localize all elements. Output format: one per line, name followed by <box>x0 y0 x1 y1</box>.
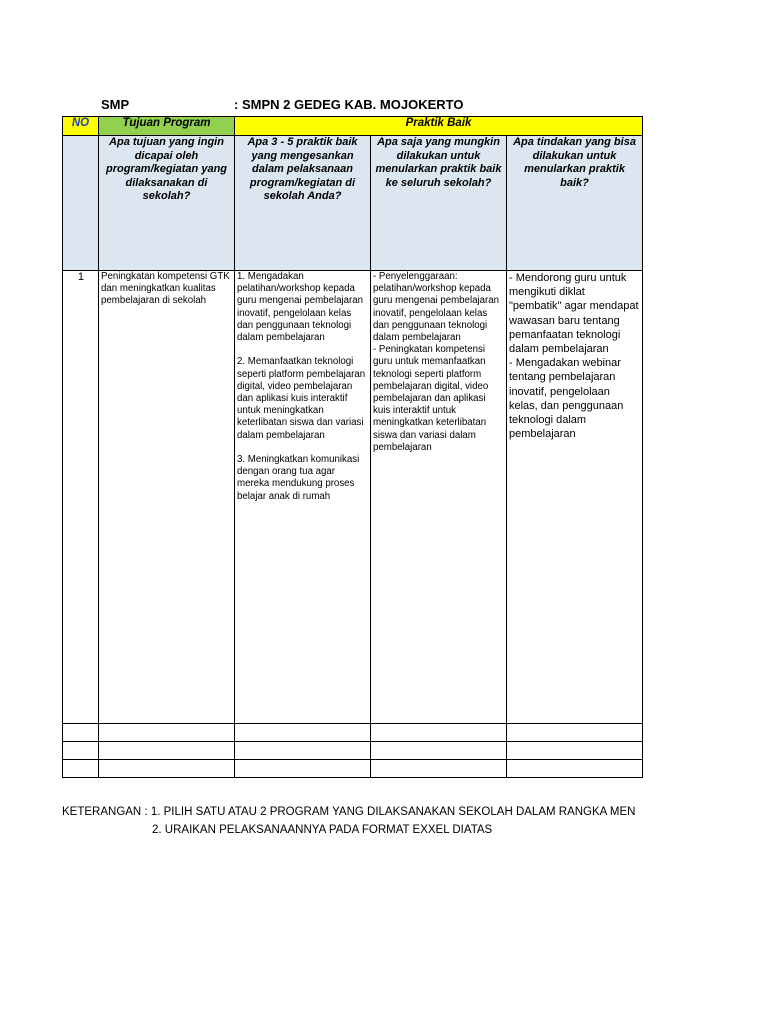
keterangan-line-2: 2. URAIKAN PELAKSANAANNYA PADA FORMAT EXXEL DIATAS <box>152 824 493 836</box>
cell-menularkan[interactable]: - Penyelenggaraan: pelatihan/workshop kepada guru mengenai pembelajaran inovatif, pengelolaan kelas dan penggunaan teknologi dalam pembelajaran - Peningkatan kompetensi guru untuk memanfaatkan teknologi seperti platform pembelajaran digital, video pembelajaran dan aplikasi kuis interaktif untuk meningkatkan keterlibatan siswa dan variasi dalam pembelajaran <box>371 271 507 724</box>
question-menularkan[interactable]: Apa saja yang mungkin dilakukan untuk menularkan praktik baik ke seluruh sekolah? <box>371 136 507 271</box>
empty-cell[interactable] <box>63 742 99 760</box>
empty-cell[interactable] <box>99 742 235 760</box>
empty-cell[interactable] <box>235 742 371 760</box>
question-tindakan[interactable]: Apa tindakan yang bisa dilakukan untuk menularkan praktik baik? <box>507 136 643 271</box>
empty-cell[interactable] <box>63 760 99 778</box>
praktik-baik-table <box>62 116 643 778</box>
empty-cell[interactable] <box>371 760 507 778</box>
empty-cell[interactable] <box>507 760 643 778</box>
empty-cell[interactable] <box>235 724 371 742</box>
table-row <box>63 271 643 724</box>
empty-cell[interactable] <box>371 742 507 760</box>
cell-praktik[interactable]: 1. Mengadakan pelatihan/workshop kepada guru mengenai pembelajaran inovatif, pengelolaan kelas dan penggunaan teknologi dalam pembelajaran 2. Memanfaatkan teknologi seperti platform pembelajaran digital, video pembelajaran dan aplikasi kuis interaktif untuk meningkatkan keterlibatan siswa dan variasi dalam pembelajaran 3. Meningkatkan komunikasi dengan orang tua agar mereka mendukung proses belajar anak di rumah <box>235 271 371 724</box>
header-praktik-baik[interactable]: Praktik Baik <box>235 117 643 136</box>
school-name: : SMPN 2 GEDEG KAB. MOJOKERTO <box>234 97 464 112</box>
empty-cell[interactable] <box>371 724 507 742</box>
school-level-label: SMP <box>101 97 130 112</box>
empty-cell[interactable] <box>63 724 99 742</box>
empty-row <box>63 742 643 760</box>
table-header-row <box>63 117 643 136</box>
question-tujuan[interactable]: Apa tujuan yang ingin dicapai oleh program/kegiatan yang dilaksanakan di sekolah? <box>99 136 235 271</box>
empty-row <box>63 724 643 742</box>
empty-cell[interactable] <box>99 724 235 742</box>
question-row <box>63 136 643 271</box>
empty-cell[interactable] <box>235 760 371 778</box>
row-number[interactable]: 1 <box>63 271 99 724</box>
question-praktik[interactable]: Apa 3 - 5 praktik baik yang mengesankan dalam pelaksanaan program/kegiatan di sekolah Anda? <box>235 136 371 271</box>
header-tujuan-program[interactable]: Tujuan Program <box>99 117 235 136</box>
empty-cell[interactable] <box>99 760 235 778</box>
header-no[interactable]: NO <box>63 117 99 136</box>
cell-tujuan[interactable]: Peningkatan kompetensi GTK dan meningkatkan kualitas pembelajaran di sekolah <box>99 271 235 724</box>
question-no-cell[interactable] <box>63 136 99 271</box>
empty-cell[interactable] <box>507 724 643 742</box>
empty-cell[interactable] <box>507 742 643 760</box>
cell-tindakan[interactable]: - Mendorong guru untuk mengikuti diklat "pembatik" agar mendapat wawasan baru tentang pemanfaatan teknologi dalam pembelajaran - Mengadakan webinar tentang pembelajaran inovatif, pengelolaan kelas, dan penggunaan teknologi dalam pembelajaran <box>507 271 643 724</box>
empty-row <box>63 760 643 778</box>
keterangan-line-1: KETERANGAN : 1. PILIH SATU ATAU 2 PROGRAM YANG DILAKSANAKAN SEKOLAH DALAM RANGKA MEN <box>62 806 636 818</box>
